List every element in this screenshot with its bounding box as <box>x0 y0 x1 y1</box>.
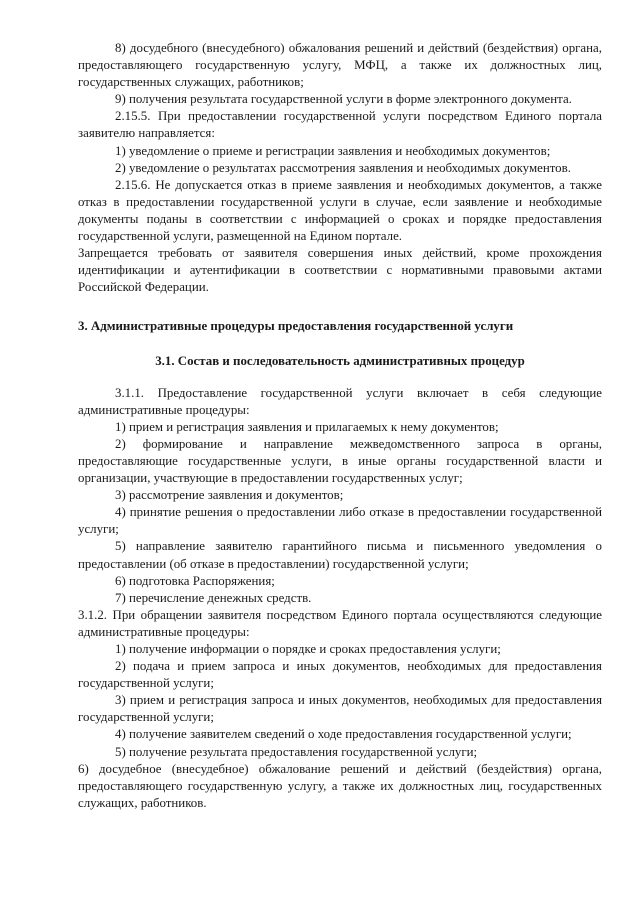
spacer <box>78 370 602 385</box>
paragraph-3-1-2-item-2: 2) подача и прием запроса и иных документов, необходимых для предоставления государственной услуги; <box>78 659 602 691</box>
paragraph-item-9: 9) получения результата государственной услуги в форме электронного документа. <box>115 92 572 107</box>
paragraph-2-15-5-item-2: 2) уведомление о результатах рассмотрения заявления и необходимых документов. <box>115 160 571 175</box>
paragraph-3-1-1-item-3: 3) рассмотрение заявления и документов; <box>115 488 344 503</box>
paragraph-3-1-1-item-6: 6) подготовка Распоряжения; <box>115 573 275 588</box>
document-page <box>78 40 602 812</box>
paragraph-3-1-1-item-5: 5) направление заявителю гарантийного письма и письменного уведомления о предоставлении (об отказе в предоставлении) государственной услуги; <box>78 539 602 571</box>
paragraph-3-1-1-item-2: 2) формирование и направление межведомственного запроса в органы, предоставляющие государственные услуги, в иные органы государственной власти и организации, участвующие в предоставлении государственных услуг; <box>78 436 602 486</box>
paragraph-3-1-2-item-1: 1) получение информации о порядке и сроках предоставления услуги; <box>115 642 501 656</box>
paragraph-3-1-1-item-1: 1) прием и регистрация заявления и прилагаемых к нему документов; <box>115 419 499 434</box>
paragraph-3-1-2-item-3: 3) прием и регистрация запроса и иных документов, необходимых для предоставления государственной услуги; <box>78 693 602 725</box>
paragraph-2-15-5: 2.15.5. При предоставлении государственной услуги посредством Единого портала заявителю направляется: <box>78 109 602 141</box>
paragraph-2-15-5-item-1: 1) уведомление о приеме и регистрации заявления и необходимых документов; <box>115 143 551 158</box>
paragraph-item-8: 8) досудебного (внесудебного) обжалования решений и действий (бездействия) органа, предоставляющего государственную услугу, МФЦ, а также их должностных лиц, государственных служащих, работников; <box>78 41 602 90</box>
paragraph-3-1-1: 3.1.1. Предоставление государственной услуги включает в себя следующие административные процедуры: <box>78 385 602 417</box>
subsection-heading: 3.1. Состав и последовательность административных процедур <box>155 353 525 368</box>
paragraph-3-1-1-item-7: 7) перечисление денежных средств. <box>115 590 312 605</box>
spacer <box>78 336 602 353</box>
spacer <box>78 296 602 318</box>
paragraph-3-1-2-item-5: 5) получение результата предоставления государственной услуги; <box>115 744 478 759</box>
paragraph-3-1-2-item-6: 6) досудебное (внесудебное) обжалование решений и действий (бездействия) органа, предоставляющего государственную услугу, а также их должностных лиц, государственных служащих, работников. <box>78 761 602 810</box>
paragraph-prohibition: Запрещается требовать от заявителя совершения иных действий, кроме прохождения идентификации и аутентификации в соответствии с нормативными правовыми актами Российской Федерации. <box>78 246 602 295</box>
paragraph-2-15-6: 2.15.6. Не допускается отказ в приеме заявления и необходимых документов, а также отказ в предоставлении государственной услуги в случае, если заявление и необходимые документы поданы в соответствии с информацией о сроках и порядке предоставления государственной услуги, размещенной на Едином портале. <box>78 177 602 244</box>
paragraph-3-1-2: 3.1.2. При обращении заявителя посредством Единого портала осуществляются следующие административные процедуры: <box>78 607 602 639</box>
paragraph-3-1-2-item-4: 4) получение заявителем сведений о ходе предоставления государственной услуги; <box>115 727 572 742</box>
paragraph-3-1-1-item-4: 4) принятие решения о предоставлении либо отказе в предоставлении государственной услуги; <box>78 505 602 537</box>
section-heading: 3. Административные процедуры предоставления государственной услуги <box>78 319 514 334</box>
